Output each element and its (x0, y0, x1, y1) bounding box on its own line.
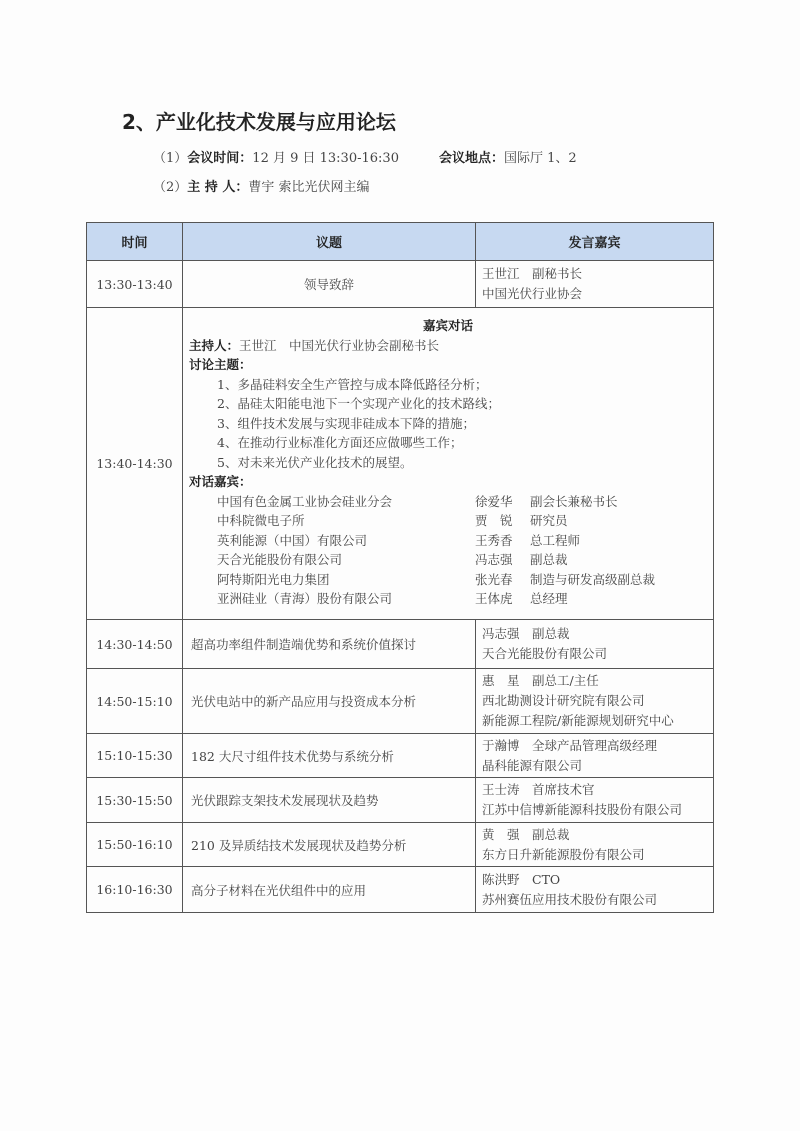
guest-title: 副会长兼秘书长 (530, 493, 618, 509)
row-topic: 超高功率组件制造端优势和系统价值探讨 (183, 620, 476, 669)
dialogue-host (189, 336, 707, 356)
row-time: 14:30-14:50 (87, 620, 183, 669)
guest-item (189, 492, 707, 512)
speaker-line: 于瀚博 全球产品管理高级经理 (482, 737, 658, 753)
speaker-line: 黄 强 副总裁 (482, 826, 570, 842)
table-row (87, 823, 714, 867)
guest-org: 阿特斯阳光电力集团 (217, 571, 330, 587)
header-topic: 议题 (183, 223, 476, 261)
row-speaker (476, 867, 714, 913)
host-value: 曹宇 索比光伏网主编 (248, 180, 370, 195)
table-header-row (87, 223, 714, 261)
row-speaker (476, 778, 714, 823)
table-row (87, 867, 714, 913)
speaker-line: 惠 星 副总工/主任 (482, 673, 599, 688)
guest-item (189, 531, 707, 551)
speaker-line: 东方日升新能源股份有限公司 (482, 846, 645, 862)
row-time: 15:50-16:10 (87, 823, 183, 867)
row-time: 14:50-15:10 (87, 669, 183, 734)
host-line (153, 176, 369, 195)
speaker-line: 西北勘测设计研究院有限公司 (482, 693, 645, 708)
time-value: 12 月 9 日 13:30-16:30 (252, 151, 399, 166)
guest-name: 王秀香 (475, 532, 513, 548)
row-topic: 领导致辞 (183, 261, 476, 308)
meeting-time-line (153, 147, 577, 166)
topic-item: 3、组件技术发展与实现非硅成本下降的措施； (217, 415, 475, 431)
speaker-line: 陈洪野 CTO (482, 871, 561, 887)
row-speaker (476, 823, 714, 867)
location-value: 国际厅 1、2 (503, 151, 577, 166)
dialogue-host-value: 王世江 中国光伏行业协会副秘书长 (239, 337, 440, 353)
host-prefix: （2） (153, 180, 188, 195)
dialogue-heading: 嘉宾对话 (422, 318, 473, 334)
guests-label: 对话嘉宾： (189, 474, 252, 490)
dialogue-host-label: 主持人： (189, 337, 240, 353)
topic-item: 2、晶硅太阳能电池下一个实现产业化的技术路线； (217, 396, 500, 412)
speaker-line: 王世江 副秘书长 (482, 266, 583, 281)
topics-label: 讨论主题： (189, 357, 252, 373)
row-time: 15:30-15:50 (87, 778, 183, 823)
table-row (87, 669, 714, 734)
section-title: 2、产业化技术发展与应用论坛 (122, 110, 396, 134)
row-time: 16:10-16:30 (87, 867, 183, 913)
guest-name: 王体虎 (475, 591, 513, 607)
row-topic: 光伏跟踪支架技术发展现状及趋势 (183, 778, 476, 823)
guest-org: 亚洲硅业（青海）股份有限公司 (217, 591, 393, 607)
topic-item: 5、对未来光伏产业化技术的展望。 (217, 454, 413, 470)
guest-item (189, 570, 707, 590)
speaker-line: 新能源工程院/新能源规划研究中心 (482, 713, 674, 728)
row-speaker (476, 261, 714, 308)
speaker-line: 冯志强 副总裁 (482, 626, 570, 641)
time-label: 会议时间： (187, 151, 253, 166)
guest-org: 天合光能股份有限公司 (217, 552, 343, 568)
speaker-line: 晶科能源有限公司 (482, 757, 583, 773)
speaker-line: 江苏中信博新能源科技股份有限公司 (482, 802, 683, 817)
table-row (87, 261, 714, 308)
table-row-dialogue (87, 308, 714, 620)
dialogue-cell (183, 308, 714, 620)
guest-title: 总工程师 (530, 532, 581, 548)
agenda-table (86, 222, 714, 913)
row-time: 15:10-15:30 (87, 734, 183, 778)
row-topic: 光伏电站中的新产品应用与投资成本分析 (183, 669, 476, 734)
guest-item (189, 550, 707, 570)
header-speaker: 发言嘉宾 (476, 223, 714, 261)
guest-org: 中国有色金属工业协会硅业分会 (217, 493, 393, 509)
row-speaker (476, 734, 714, 778)
guest-item (189, 589, 707, 609)
guest-title: 研究员 (530, 513, 568, 529)
guest-title: 副总裁 (530, 552, 568, 568)
speaker-line: 中国光伏行业协会 (482, 286, 583, 301)
guest-name: 徐爱华 (475, 493, 513, 509)
guest-name: 冯志强 (475, 552, 513, 568)
guest-title: 总经理 (530, 591, 568, 607)
guest-name: 贾 锐 (475, 513, 513, 529)
row-time: 13:30-13:40 (87, 261, 183, 308)
table-row (87, 620, 714, 669)
table-row (87, 778, 714, 823)
topic-item: 1、多晶硅料安全生产管控与成本降低路径分析； (217, 376, 488, 392)
speaker-line: 天合光能股份有限公司 (482, 646, 608, 661)
speaker-line: 王士涛 首席技术官 (482, 782, 595, 797)
speaker-line: 苏州赛伍应用技术股份有限公司 (482, 891, 658, 907)
row-speaker (476, 669, 714, 734)
table-row (87, 734, 714, 778)
host-label: 主 持 人： (187, 180, 249, 195)
guest-item (189, 511, 707, 531)
row-topic: 182 大尺寸组件技术优势与系统分析 (183, 734, 476, 778)
location-label: 会议地点： (438, 151, 504, 166)
guest-title: 制造与研发高级副总裁 (530, 571, 656, 587)
guest-org: 英利能源（中国）有限公司 (217, 532, 368, 548)
row-topic: 210 及异质结技术发展现状及趋势分析 (183, 823, 476, 867)
time-prefix: （1） (153, 151, 188, 166)
guest-org: 中科院微电子所 (217, 513, 305, 529)
guest-name: 张光春 (475, 571, 513, 587)
row-speaker (476, 620, 714, 669)
header-time: 时间 (87, 223, 183, 261)
row-topic: 高分子材料在光伏组件中的应用 (183, 867, 476, 913)
row-time: 13:40-14:30 (87, 308, 183, 620)
topic-item: 4、在推动行业标准化方面还应做哪些工作； (217, 435, 463, 451)
